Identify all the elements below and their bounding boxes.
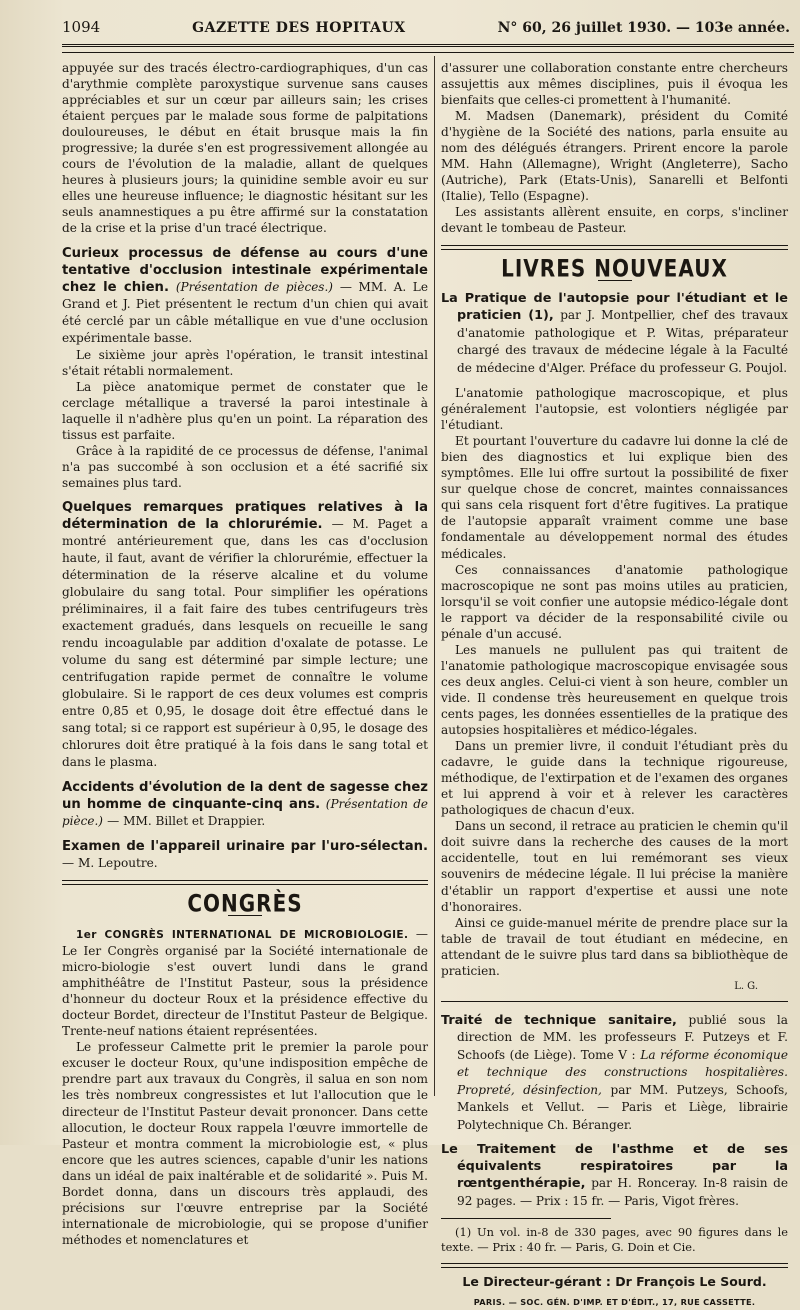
- entry-divider: [441, 1001, 788, 1002]
- running-header: [62, 18, 790, 42]
- left-column: [62, 60, 428, 1248]
- communication-chloruremie: [62, 499, 428, 771]
- issue-date: N° 60, 26 juillet 1930. — 103e année.: [497, 20, 790, 36]
- livres-heading: LIVRES NOUVEAUX: [501, 253, 728, 282]
- section-body: — M. Paget a montré antérieurement que, dans les cas d'occlusion haute, il faut, avant de vérifier la chlorurémie, effectuer la détermination de la réserve alcaline et du volume globulaire du sang total. Pour simplifier les opérations préliminaires, il a fait faire des tubes centrifugeurs très exactement gradués, dans lesquels on recueille le sang rendu incoagulable par addition d'oxalate de potasse. Le volume du sang est déterminé par simple lecture; une centrifugation rapide permet de connaître le volume globulaire. Si le rapport de ces deux volumes est compris entre 0,85 et 0,95, le dosage doit être effectué dans le sang total; si ce rapport est supérieur à 0,95, le dosage des chlorures doit être pratiqué à la fois dans le sang total et dans le plasma.: [62, 516, 428, 769]
- paragraph: Les manuels ne pullulent pas qui traitent de l'anatomie pathologique macroscopique envisagée sous ces deux angles. Celui-ci vient à son heure, combler un vide. Il condense très heureusement en quelque trois cents pages, les données essentielles de la pratique des autopsies hospitalières et médico-légales.: [441, 642, 788, 738]
- printer-line: PARIS. — SOC. GÉN. D'IMP. ET D'ÉDIT., 17, RUE CASSETTE.: [473, 1297, 756, 1308]
- book-entry-autopsie: [441, 291, 788, 378]
- paragraph: Ainsi ce guide-manuel mérite de prendre place sur la table de travail de tout étudiant en médecine, en attendant de le suivre plus tard dans sa bibliothèque de praticien.: [441, 915, 788, 978]
- paragraph: Les assistants allèrent ensuite, en corps, s'incliner devant le tombeau de Pasteur.: [441, 205, 788, 236]
- review-signature: L. G.: [734, 980, 758, 992]
- section-authors: — M. Lepoutre.: [62, 855, 158, 870]
- book-entry-technique: [441, 1012, 788, 1135]
- communication-uro: [62, 838, 428, 872]
- column-divider: [434, 56, 435, 1096]
- congres-paragraph: [62, 926, 428, 1039]
- section-authors: — MM. A. Le Grand et J. Piet présentent le rectum d'un chien qui avait été cerclé par un câble métallique en vue d'une occlusion expérimentale basse.: [62, 279, 428, 345]
- section-title: Quelques remarques pratiques relatives à la détermination de la chlorurémie.: [62, 499, 428, 532]
- journal-title: GAZETTE DES HOPITAUX: [192, 20, 406, 36]
- congres-heading: CONGRÈS: [187, 888, 303, 918]
- book-details: par MM. Putzeys, Schoofs, Mankels et Vellut. — Paris et Liège, librairie Polytechnique Ch. Béranger.: [457, 1082, 788, 1132]
- header-rule: [62, 44, 794, 47]
- footer-divider: [441, 1263, 788, 1268]
- congres-text: — Le Ier Congrès organisé par la Société internationale de micro-biologie s'est ouvert lundi dans le grand amphithéâtre de l'Institut Pasteur, sous la présidence d'honneur du docteur Roux et la présidence effective du docteur Bordet, directeur de l'Institut Pasteur de Belgique. Trente-neuf nations étaient représentées.: [62, 926, 428, 1039]
- section-title: Curieux processus de défense au cours d'une tentative d'occlusion intestinale expérimentale chez le chien.: [62, 245, 428, 295]
- section-divider: [441, 245, 788, 250]
- book-details: par J. Montpellier, chef des travaux d'anatomie pathologique et P. Witas, préparateur chargé des travaux de médecine légale à la Faculté de médecine d'Alger. Préface du professeur G. Poujol.: [457, 308, 788, 375]
- header-rule-thin: [62, 52, 794, 53]
- paragraph: Et pourtant l'ouverture du cadavre lui donne la clé de bien des diagnostics et lui explique bien des symptômes. Elle lui offre surtout la possibilité de fixer sur quelque chose de concret, maintes connaissances qui sans cela risquent fort d'être fugitives. La pratique de l'autopsie apparaît vraiment comme une base fondamentale au développement normal des études médicales.: [441, 434, 788, 561]
- paragraph: Ces connaissances d'anatomie pathologique macroscopique ne sont pas moins utiles au praticien, lorsqu'il se voit confier une autopsie médico-légale dont le rapport va décider de la responsabilité civile ou pénale d'un accusé.: [441, 562, 788, 641]
- section-title: Examen de l'appareil urinaire par l'uro-sélectan.: [62, 838, 428, 854]
- book-details: publié sous la direction de MM. les professeurs F. Putzeys et F. Schoofs (de Liège). Tome V :: [457, 1012, 788, 1062]
- paragraph: Grâce à la rapidité de ce processus de défense, l'animal n'a pas succombé à son occlusion et a été sacrifié six semaines plus tard.: [62, 443, 428, 490]
- footnote: (1) Un vol. in-8 de 330 pages, avec 90 figures dans le texte. — Prix : 40 fr. — Paris, G. Doin et Cie.: [441, 1225, 788, 1255]
- page-number: 1094: [62, 18, 101, 36]
- book-subtitle: La réforme économique et technique des constructions hospitalières. Propreté, désinfection,: [457, 1047, 788, 1097]
- book-title: Traité de technique sanitaire,: [441, 1012, 677, 1028]
- paragraph: Le professeur Calmette prit le premier la parole pour excuser le docteur Roux, qu'une indisposition empêche de prendre part aux travaux du Congrès, il salua en son nom les très nombreux congressistes et lut l'allocution que le directeur de l'Institut Pasteur devait prononcer. Dans cette allocution, le docteur Roux rappela l'œuvre immortelle de Pasteur et montra comment la microbiologie est, « plus encore que les autres sciences, capable d'unir les nations dans un idéal de paix inaltérable et de solidarité ». Puis M. Bordet donna, dans un discours très applaudi, des précisions sur l'œuvre entreprise par la Société internationale de microbiologie, qui se propose d'unifier méthodes et nomenclatures et: [62, 1040, 428, 1247]
- paragraph: M. Madsen (Danemark), président du Comité d'hygiène de la Société des nations, parla ensuite au nom des délégués étrangers. Prirent encore la parole MM. Hahn (Allemagne), Wright (Angleterre), Sacho (Autriche), Park (Etats-Unis), Sanarelli et Belfonti (Italie), Tello (Espagne).: [441, 109, 788, 204]
- section-note: (Présentation de pièces.): [175, 279, 333, 294]
- book-details: par H. Ronceray. In-8 raisin de 92 pages. — Prix : 15 fr. — Paris, Vigot frères.: [457, 1176, 789, 1208]
- section-note: (Présentation de pièce.): [62, 796, 428, 828]
- right-column: [441, 60, 788, 1310]
- section-title: Accidents d'évolution de la dent de sagesse chez un homme de cinquante-cinq ans.: [62, 779, 428, 812]
- book-entry-asthme: [441, 1142, 788, 1210]
- communication-chien: [62, 245, 428, 347]
- paragraph: L'anatomie pathologique macroscopique, et plus généralement l'autopsie, est volontiers négligée par l'étudiant.: [441, 386, 788, 433]
- paragraph: La pièce anatomique permet de constater que le cerclage métallique a traversé la paroi intestinale à laquelle il n'adhère plus qu'en un point. La réparation des tissus est parfaite.: [62, 379, 428, 442]
- paragraph: Le sixième jour après l'opération, le transit intestinal s'était rétabli normalement.: [62, 347, 428, 378]
- section-divider: [62, 880, 428, 885]
- paragraph: Dans un second, il retrace au praticien le chemin qu'il doit suivre dans la recherche des causes de la mort accidentelle, tout en lui remémorant ses vieux souvenirs de médecine légale. Il lui précise la manière d'établir un rapport d'expertise et aussi une note d'honoraires.: [441, 819, 788, 914]
- paragraph: appuyée sur des tracés électro-cardiographiques, d'un cas d'arythmie complète paroxystique survenue sans causes appréciables et sur un cœur par ailleurs sain; les crises étaient perçues par le malade sous forme de palpitations douloureuses, le début en était brusque mais la fin progressive; la durée s'en est progressivement allongée au cours de l'évolution de la maladie, allant de quelques heures à plusieurs jours; la quinidine semble avoir eu sur elles une heureuse influence; le diagnostic hésitant sur les seuls anamnestiques a pu être affirmé sur la constatation de la crise et la prise d'un tracé électrique.: [62, 61, 428, 236]
- book-title: Le Traitement de l'asthme et de ses équivalents respiratoires par la rœntgenthérapie,: [441, 1142, 788, 1192]
- footnote-rule: [441, 1218, 611, 1219]
- book-title: La Pratique de l'autopsie pour l'étudiant et le praticien (1),: [441, 290, 788, 324]
- director-line: Le Directeur-gérant : Dr François Le Sourd.: [462, 1274, 767, 1290]
- paragraph: d'assurer une collaboration constante entre chercheurs assujettis aux mêmes disciplines, puis il évoqua les bienfaits que celles-ci promettent à l'humanité.: [441, 61, 788, 108]
- section-authors: — MM. Billet et Drappier.: [107, 813, 266, 828]
- paragraph: Dans un premier livre, il conduit l'étudiant près du cadavre, le guide dans la technique rigoureuse, méthodique, de l'extirpation et de l'examen des organes et lui apprend à voir et à relever les caractères pathologiques de chacun d'eux.: [441, 739, 788, 818]
- communication-dent: [62, 779, 428, 830]
- congres-title: 1er CONGRÈS INTERNATIONAL DE MICROBIOLOGIE.: [76, 928, 409, 941]
